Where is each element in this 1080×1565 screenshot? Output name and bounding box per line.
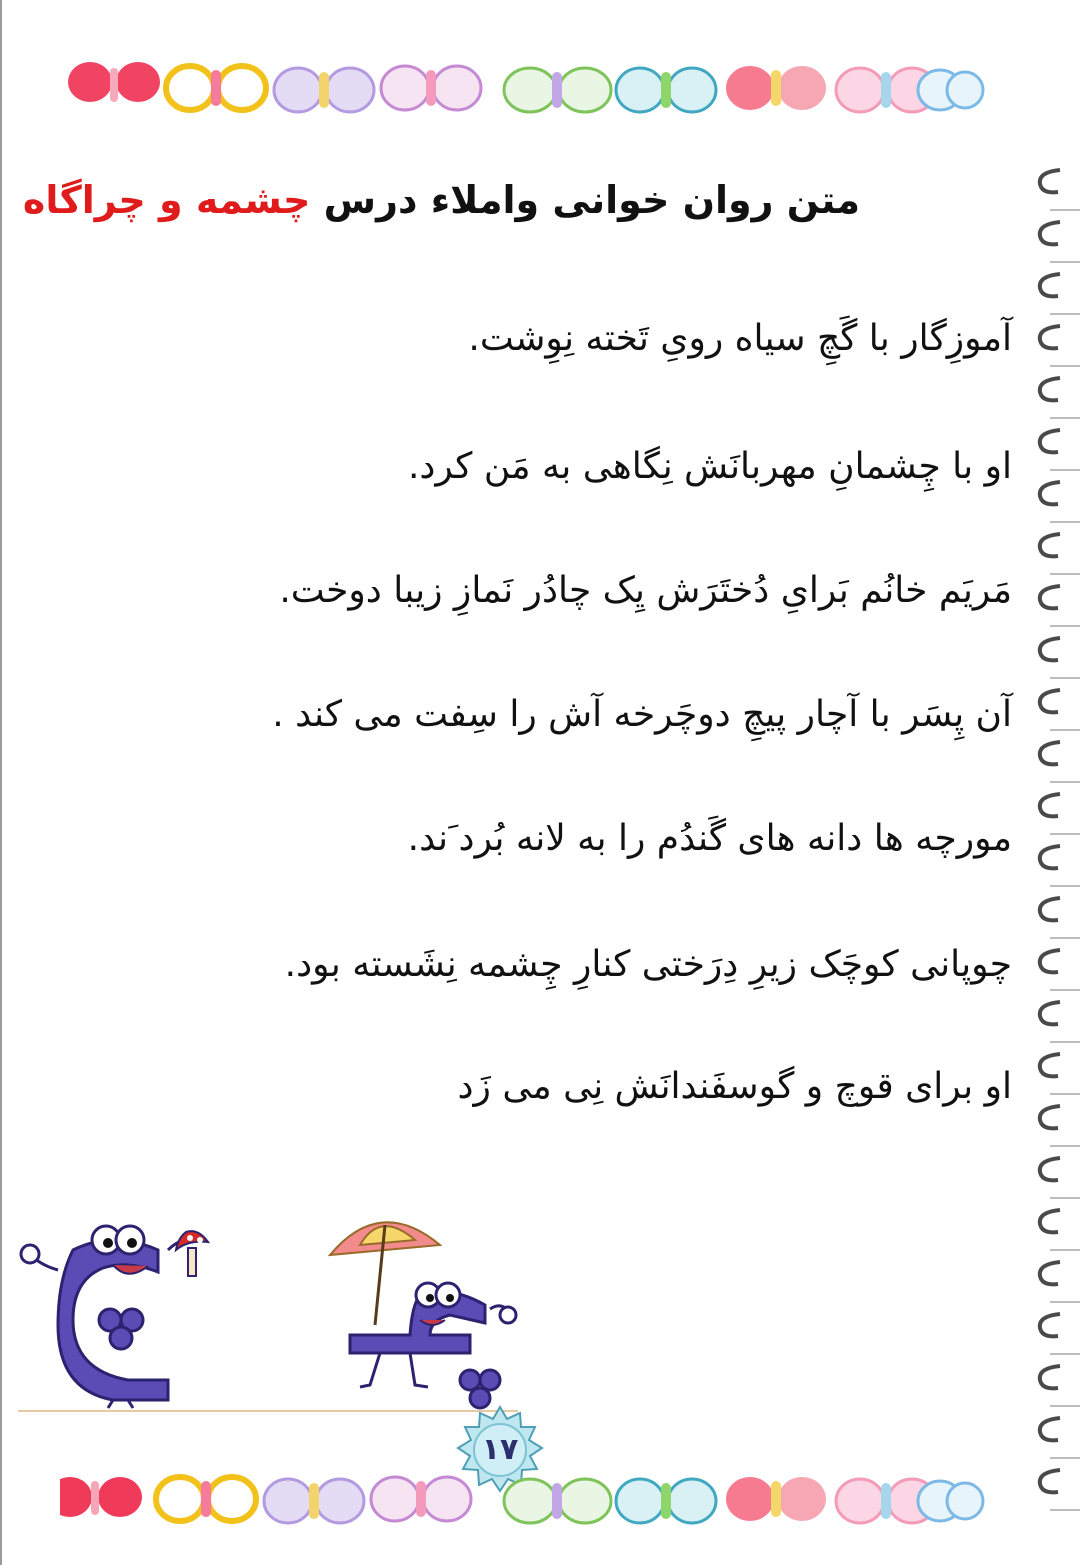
title-prefix: متن روان خوانی واملاء درس [323, 178, 860, 222]
page-number: ۱۷ [481, 1432, 519, 1467]
notebook-spiral [1020, 150, 1080, 1530]
page-title [22, 178, 860, 222]
letter-che-mascot [320, 1205, 520, 1420]
reading-line-4: آن پِسَر با آچار پیچِ دوچَرخه آش را سِفت می کند . [272, 694, 1012, 735]
reading-line-5: مورچه ها دانه های گَندُم را به لانه بُرد َند. [407, 818, 1012, 859]
reading-line-6: چوپانی کوچَک زیرِ دِرَختی کنارِ چِشمه نِشَسته بود. [284, 944, 1012, 985]
reading-line-3: مَریَم خانُم بَرایِ دُختَرَش یِک چادُر نَمازِ زیبا دوخت. [279, 570, 1012, 611]
letter-jim-mascot [18, 1210, 218, 1410]
ground-line [18, 1410, 518, 1412]
butterfly-icon [68, 62, 160, 102]
reading-line-1: آموزِگار با گَچِ سیاه رویِ تَخته نِوِشت. [468, 318, 1012, 359]
butterfly-border-top [60, 50, 985, 130]
title-lesson-name: چشمه و چراگاه [22, 178, 311, 222]
reading-line-2: او با چِشمانِ مهربانَش نِگاهی به مَن کرد. [407, 446, 1012, 487]
reading-line-7: او برای قوچ و گوسفَندانَش نِی می زَد [457, 1066, 1012, 1107]
butterfly-border-bottom [60, 1455, 985, 1535]
page-edge-line [0, 0, 2, 1565]
